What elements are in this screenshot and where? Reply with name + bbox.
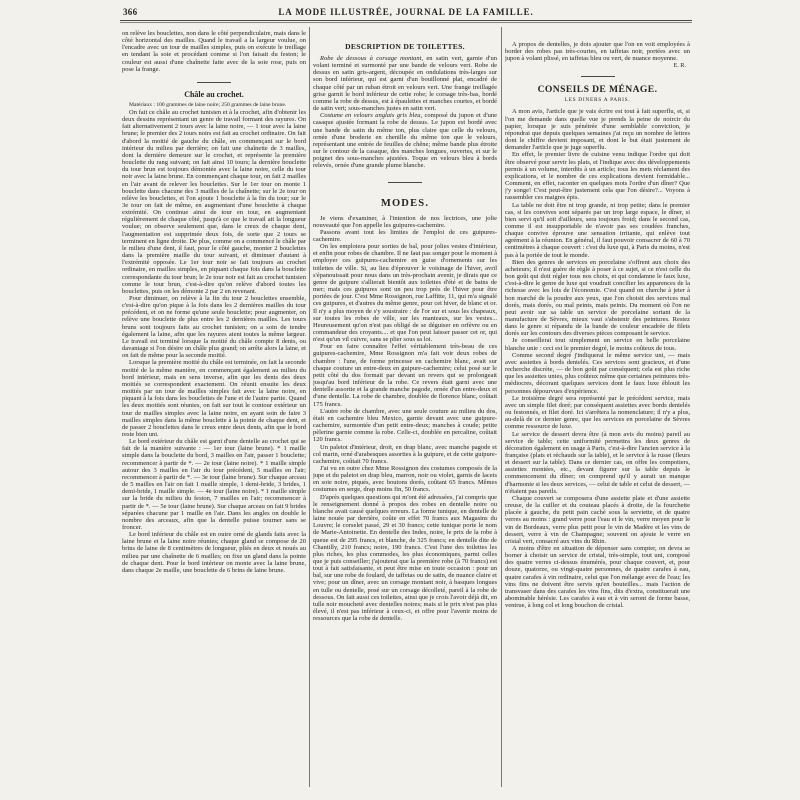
section-heading: DESCRIPTION DE TOILETTES. — [345, 42, 465, 51]
subheading: LES DINERS A PARIS. — [564, 97, 631, 104]
column-left — [122, 26, 306, 794]
paragraph: Un paletot d'intérieur, droit, en drap blanc, avec manche pagode et col marin, orné d'arabesques assorties à la guipure, et de cette guipure-cachemire, coûtait 70 francs. — [313, 443, 497, 465]
header-rule-thin — [120, 22, 692, 23]
paragraph: A propos de dentelles, je dois ajouter que l'on en voit employées à border des robes pas très-courtes, en taffetas noir, portées avec un jupon à volant plissé, en taffetas bleu ou vert, de nuance moyenne. — [505, 41, 690, 63]
section-heading: Châle au crochet. — [184, 89, 244, 99]
column-divider — [501, 27, 502, 787]
materials-line: Matériaux : 100 grammes de laine noire; 250 grammes de laine brune. — [129, 101, 287, 108]
paragraph: Le service de dessert devra être (à mon avis du moins) pareil au service de table; cette uniformité permettra les deux genres de décoration également en usage à Paris, c'est-à-dire l'ancien service à la française (plats et réchauds sur la table), et le service à la russe (fleurs et dessert sur la table). Dans ce dernier cas, on offre les compotiers, assiettes montées, etc., devant figurer sur la table depuis le commencement du dîner; on comprend qu'il y aurait un manque d'harmonie si les deux services, — celui de table et celui de dessert, — n'étaient pas pareils. — [505, 430, 690, 495]
paragraph: Bien des genres de services en porcelaine s'offrent aux choix des acheteurs; il n'est guère de règle à poser à ce sujet, si ce n'est celle du bon goût qui doit régler tous nos choix, et qui condamne le faux luxe, c'est-à-dire le genre de luxe qui voudrait concilier les apparences de la richesse avec les lois de l'économie. C'est quand on cherche à jeter à bon marché de la poudre aux yeux, que l'on choisit des services mal dorés, mais dorés, ou mal peints, mais peints. Du moment où l'on ne peut avoir sur sa table un service de porcelaine sortant de la manufacture de Sèvres, mieux vaut s'abstenir des peintures. Restez dans le genre si répandu de la bande de couleur encadrée de filets dorés sur les contours des diverses pièces composant le service. — [505, 258, 690, 338]
modes-heading: MODES. — [380, 197, 430, 209]
paragraph: On les emploiera pour sorties de bal, pour jolies vestes d'intérieur, et enfin pour robes de chambre. Il ne faut pas songer pour le moment à employer ces guipures-cachemire en guise d'ornements sur les toilettes de ville. Si, au lieu d'éprouver le voisinage de l'hiver, avril s'épanouissait pour nous dans un très-prochain avenir, je dirais que ce genre de guipure s'allierait bientôt aux toilettes d'été et de bains de mer; mais ces guipures sont un peu trop près de l'hiver pour être portées de jour. C'est Mme Rossignon, rue Laffitte, 11, qui m'a signalé ces guipures, et d'autres du même genre, pour cet hiver, de blanc et or. Il n'y a plus moyen de s'y soustraire : de l'or sur et sous les chapeaux, sur toutes les robes de ville, sur les manteaux, sur les vestes... Heureusement qu'on n'est pas obligé de se déguiser en orfèvre ou en commandeur des croyants.... et que l'on peut laisser passer cet or, qui n'est qu'un vil cuivre, sans se plier sous sa loi. — [313, 243, 497, 344]
paragraph: Le troisième degré sera représenté par le précédent service, mais avec un simple filet doré; par conséquent assiettes avec bords dentelés ou festonnés, et filet doré. Ici s'arrêtera la nomenclature; il n'y a plus, au-delà de ce dernier genre, que les services en porcelaine de Sèvres comme ressource de luxe. — [505, 394, 690, 431]
column-right — [505, 26, 690, 796]
paragraph: En effet, le premier livre de cuisine venu indique l'ordre qui doit être observé pour servir les plats, et l'indique avec des développements permis à un volume, interdits à un article; tous les mets réclament des explications, et le nombre de ces explications devient formidable... Comment, en effet, raconter en quelques mots l'ordre d'un dîner? Que j'y songe! C'est peut-être justement cela que l'on désire?... Voyons à rassembler ces maigres épis. — [505, 151, 690, 202]
paragraph: Chaque couvert se composera d'une assiette plate et d'une assiette creuse, de la cuiller et du couteau placés à droite, de la fourchette placée à gauche, du petit pain caché sous la serviette, et de quatre verres au moins : grand verre pour l'eau et le vin, verre moyen pour le vin de Bordeaux, verre plus petit pour le vin de Madère et les vins de dessert, verre à vin de Champagne; souvent on ajoute le verre en cristal vert, consacré aux vins du Rhin. — [505, 494, 690, 545]
toilette-text: en satin vert, garnie d'un volant terminé et surmonté par une bande de velours vert. Robe de dessus en satin gris-argent, découpée en ondulations très-larges sur son bord inférieur, qui est garni d'un bouillonné plat, encadré de chaque côté par un ruban étroit en velours vert. Une frange treillagée grise garnit le bord inférieur de cette robe; le corsage très-bas, bordé comme la robe de dessus, est à épaulettes et manches courtes, et bordé de satin vert; sous-manches justes en satin vert. — [313, 55, 497, 113]
paragraph: Le bord inférieur du châle est en outre orné de glands faits avec la laine brune et la laine noire réunies; chaque gland se compose de 20 brins de laine de 8 centimètres de longueur, pliés en deux et noués au milieu par une chaînette de 6 mailles; on fixe un gland dans la pointe de chaque dent. Pour le bord intérieur on monte avec la laine brune, dans chaque 2e maille, une bouclette de 6 brins de laine brune. — [122, 531, 306, 574]
paragraph: A moins d'être en situation de dépenser sans compter, on devra se borner à choisir un service de cristal, très-simple, tout uni, composé des quatre verres ci-dessus énumérés, pour chaque couvert, et, pour douze, quatorze, ou vingt-quatre personnes, de quatre carafes à eau, quatre carafes à vin ordinaire, celui que l'on mélange avec de l'eau; les vins fins ne doivent être servis qu'en bouteilles... mais l'action de transvaser dans des carafes les vins fins, dits d'extra, constituerait une abominable hérésie. Les carafes à eau et à vin seront de forme basse, ventrue, à long col et long bouchon de cristal. — [505, 545, 690, 610]
paragraph: Passons avant tout les limites de l'emploi de ces guipures-cachemire. — [313, 228, 497, 243]
paragraph: A mon avis, l'article que je vais écrire est tout à fait superflu, et, si l'on me demande dans quelle vue je prends la peine de noircir du papier, lorsque je suis pénétrée d'une semblable conviction, je répondrai que depuis quelques semaines j'ai reçu un nombre de lettres dont le chiffre devient imposant, et dont le but était justement de demander l'article que je juge superflu. — [505, 108, 690, 152]
toilette-description — [313, 55, 497, 112]
paragraph: J'ai vu en outre chez Mme Rossignon des costumes composés de la jupe et du paletot en drap bleu, marron, noir ou violet, garnis de lacets en soie noire, piqués, avec boutons dorés, coûtant 65 francs. Mêmes costumes en serge, drap moins fin, 50 francs. — [313, 464, 497, 494]
toilette-text: composé du jupon et d'une casaque ajustée formant la robe de dessus. Le jupon est bordé avec une bande de satin du même ton, plus claire que celle du velours, ornée d'une broderie en chenille du même ton que le velours, représentant une entrée de feuilles de chêne; même bande plus étroite sur le contour de la casaque, des manches longues, ouvertes, et sur le poignet des sous-manches ajustées. Toque en velours bleu à bords relevés, ornée d'une grande plume blanche. — [313, 112, 497, 170]
signature: E. R. — [673, 62, 686, 70]
paragraph: On fait ce châle au crochet tunisien et à la crochet, afin d'obtenir les deux dessins représentant un genre de travail formant des rayures. On fait alternativement 2 tours avec la laine noire, — 1 tour avec la laine brune; le premier des 2 tours noirs est fait au crochet ordinaire. On fait d'abord la moitié de gauche du châle, en commençant sur le bord intérieur du milieu par derrière; on fait une chaînette de 3 mailles, dont la dernière demeure sur le crochet, et représente la première bouclette du rang suivant; on fait ainsi 10 tours; la dernière bouclette du tour brun est toujours démontée avec la laine noire, celle du tour noir avec la laine brune. En commençant chaque tour, on fait 2 mailles en l'air avant de relever les bouclettes. Sur le 1er tour on monte 1 bouclette dans chacune des 3 mailles de la chaînette; sur le 2e tour on relève les bouclettes, et l'on ajoute 1 bouclette à la fin du tour; sur le 3e tour on fait de même, en augmentant d'une bouclette à chaque extrémité. On continue ainsi de tour en tour, en augmentant régulièrement de chaque côté, jusqu'à ce que le travail ait la longueur voulue; on observe seulement que, dans le creux de chaque dent, l'augmentation est supprimée deux fois, de sorte que 2 tours se terminent en ligne droite. De plus, comme on a commencé le châle par le milieu d'une dent, il faut, pour le côté gauche, monter 2 bouclettes dans la première maille du tour suivant, et diminuer d'autant à l'extrémité opposée. Le 1er tour noir se fait toujours au crochet ordinaire, en mailles simples, en piquant chaque fois dans la bouclette correspondante du tour brun; le 2e tour noir est fait au crochet tunisien comme le tour brun, c'est-à-dire qu'on relève d'abord toutes les bouclettes, puis on les démonte 2 par 2 en revenant. — [122, 108, 306, 295]
journal-title: LA MODE ILLUSTRÉE, JOURNAL DE LA FAMILLE. — [278, 7, 534, 17]
section-heading: CONSEILS DE MÉNAGE. — [537, 84, 658, 96]
paragraph: La table ne doit être ni trop grande, ni trop petite; dans le premier cas, si les convives sont séparés par un trop large espace, le dîner, si bien servi qu'il soit d'ailleurs, sera toujours froid; dans le second cas, comme il est insupportable de n'avoir pas ses coudées franches, chaque convive éprouve une sensation irritante, qui enlève tout agrément à la réunion. En général, il faut pouvoir consacrer de 60 à 70 centimètres à chaque couvert : c'est du luxe qui, à Paris du moins, n'est pas à la portée de tout le monde. — [505, 201, 690, 259]
section-rule — [388, 182, 422, 183]
paragraph: Je conseillerai tout simplement un service en belle porcelaine blanche unie : ceci est le premier degré, le moins coûteux de tous. — [505, 337, 690, 352]
paragraph: L'autre robe de chambre, avec une seule couture au milieu du dos, était en cachemire bleu Mexico, garnie devant avec une guipure-cachemire, surmontée d'un petit entre-deux; manches à coude; petite pèlerine garnie comme la robe. Celle-ci, doublée en percaline, coûtait 120 francs. — [313, 407, 497, 444]
column-middle — [313, 26, 497, 796]
page-number: 366 — [123, 7, 138, 17]
toilette-lead: Robe de dessous à corsage montant, — [320, 55, 424, 62]
paragraph: Lorsque la première moitié du châle est terminée, on fait la seconde moitié de la même manière, en commençant également au milieu du bord intérieur, mais en sens inverse, afin que les dents des deux moitiés se correspondent exactement. On réunit ensuite les deux moitiés par un tour de mailles simples fait avec la laine noire, en piquant à la fois dans les bouclettes de l'une et de l'autre partie. Quand les deux moitiés sont réunies, on fait sur tout le contour extérieur un tour de mailles simples avec la laine noire, en ayant soin de faire 3 mailles simples dans la même bouclette à la pointe de chaque dent, et de passer 2 bouclettes dans le creux entre deux dents, afin que le bord reste bien uni. — [122, 359, 306, 438]
paragraph: Pour diminuer, on relève à la fin du tour 2 bouclettes ensemble, c'est-à-dire qu'on pique à la fois dans les 2 dernières mailles du tour précédent, et on ne forme qu'une seule bouclette; pour augmenter, on relève une bouclette de plus entre les 2 dernières mailles. Les tours bruns sont toujours faits au crochet tunisien; on a soin de tendre également la laine, afin que les rayures aient toutes la même largeur. Le travail est terminé lorsque la moitié du châle compte 8 dents, ou davantage si l'on désire un châle plus grand; on arrête alors la laine, et on fait de même pour la seconde moitié. — [122, 295, 306, 360]
paragraph: Comme second degré j'indiquerai le même service uni, — mais avec assiettes à bords dentelés. Ces services sont gracieux, et d'une recherche discrète, — de bon goût par conséquent; cela est plus riche que les assiettes unies, plus coûteux même que certaines peintures très-médiocres, décorant quelques services dont le faux luxe éblouit les personnes dépourvues d'expérience. — [505, 351, 690, 395]
column-divider — [309, 27, 310, 787]
section-rule — [581, 76, 615, 77]
paragraph: Pour en faire connaître l'effet véritablement très-beau de ces guipures-cachemire, Mme Rossignon m'a fait voir deux robes de chambre : l'une, de forme princesse en cachemire blanc, avait sur chaque couture un entre-deux en guipure-cachemire; celui posé sur le petit côté du dos formait par devant un revers qui se prolongeait jusqu'au bord inférieur de la robe. Ce revers était garni avec une dentelle assortie et la grande manche pagode, ornée d'un entre-deux et d'une dentelle. La robe de chambre, doublée de florence blanc, coûtait 175 francs. — [313, 343, 497, 408]
paragraph: Le bord extérieur du châle est garni d'une dentelle au crochet qui se fait de la manière suivante : — 1er tour (laine brune). * 1 maille simple dans la bouclette du bord, 3 mailles en l'air, passer 1 bouclette; recommencer à partir de *. — 2e tour (laine noire). * 1 maille simple autour des 3 mailles en l'air du tour précédent, 5 mailles en l'air; recommencer à partir de *. — 3e tour (laine brune). Sur chaque arceau de 5 mailles en l'air on fait 1 maille simple, 1 demi-bride, 3 brides, 1 demi-bride, 1 maille simple. — 4e tour (laine noire). * 1 maille simple sur la bride du milieu du feston, 7 mailles en l'air; recommencer à partir de *. — 5e tour (laine brune). Sur chaque arceau on fait 9 brides séparées chacune par 1 maille en l'air. Dans les angles on double le nombre des arceaux, afin que la dentelle puisse tourner sans se froncer. — [122, 438, 306, 531]
section-rule — [197, 82, 231, 83]
toilette-lead: Costume en velours anglais gris bleu, — [320, 112, 423, 120]
paragraph: D'après quelques questions qui m'ont été adressées, j'ai compris que le renseignement donné à propos des robes en dentelle noire ou blanche avait causé quelques erreurs. La forme tunique, en dentelle de laine nouée par derrière, coûte en effet 70 francs aux Magasins du Louvre; le corselet passé, 29 et 30 francs; cette tunique porte le nom de Marie-Antoinette. En dentelle des Indes, noire, le prix de la robe à queue est de 295 francs, et blanche, de 325 francs; en dentelle dite de Chantilly, 210 francs; noire, 190 francs. C'est l'une des toilettes les plus riches, les plus commodes, les plus économiques, parmi celles que je puis conseiller; j'ajouterai que la première robe (à 70 francs) est tout à fait satisfaisante, et peut être mise en toute occasion : pour un bal, sur une robe de foulard, de taffetas ou de satin, de nuance claire et vive; pour un dîner, avec un corsage montant noir, à basques longues en tulle ou dentelle, posé sur un corsage décolleté, pareil à la robe de dessous. On fait aussi ces toilettes, ainsi que je crois l'avoir déjà dit, en tulle noir moucheté avec dentelles noires; mais si le prix n'est pas plus élevé, il n'est pas inférieur à ceux-ci, et offre pour l'avenir moins de ressources que la robe de dentelle. — [313, 493, 497, 623]
toilette-description — [313, 112, 497, 169]
header-rule — [120, 20, 692, 21]
paragraph: Je viens d'examiner, à l'intention de nos lectrices, une jolie nouveauté que l'on appelle les guipures-cachemire. — [313, 214, 497, 229]
continued-paragraph: on relève les bouclettes, non dans le côté perpendiculaire, mais dans le côté horizontal des mailles. Quand le travail a la largeur voulue, on l'encadre avec un tour de mailles simples, puis on exécute le treillage en tendant la soie et procédant comme si l'on faisait du feston; le couleur est aussi d'une chaînette faite avec de la soie rose, puis on pose la frange. — [122, 30, 306, 73]
